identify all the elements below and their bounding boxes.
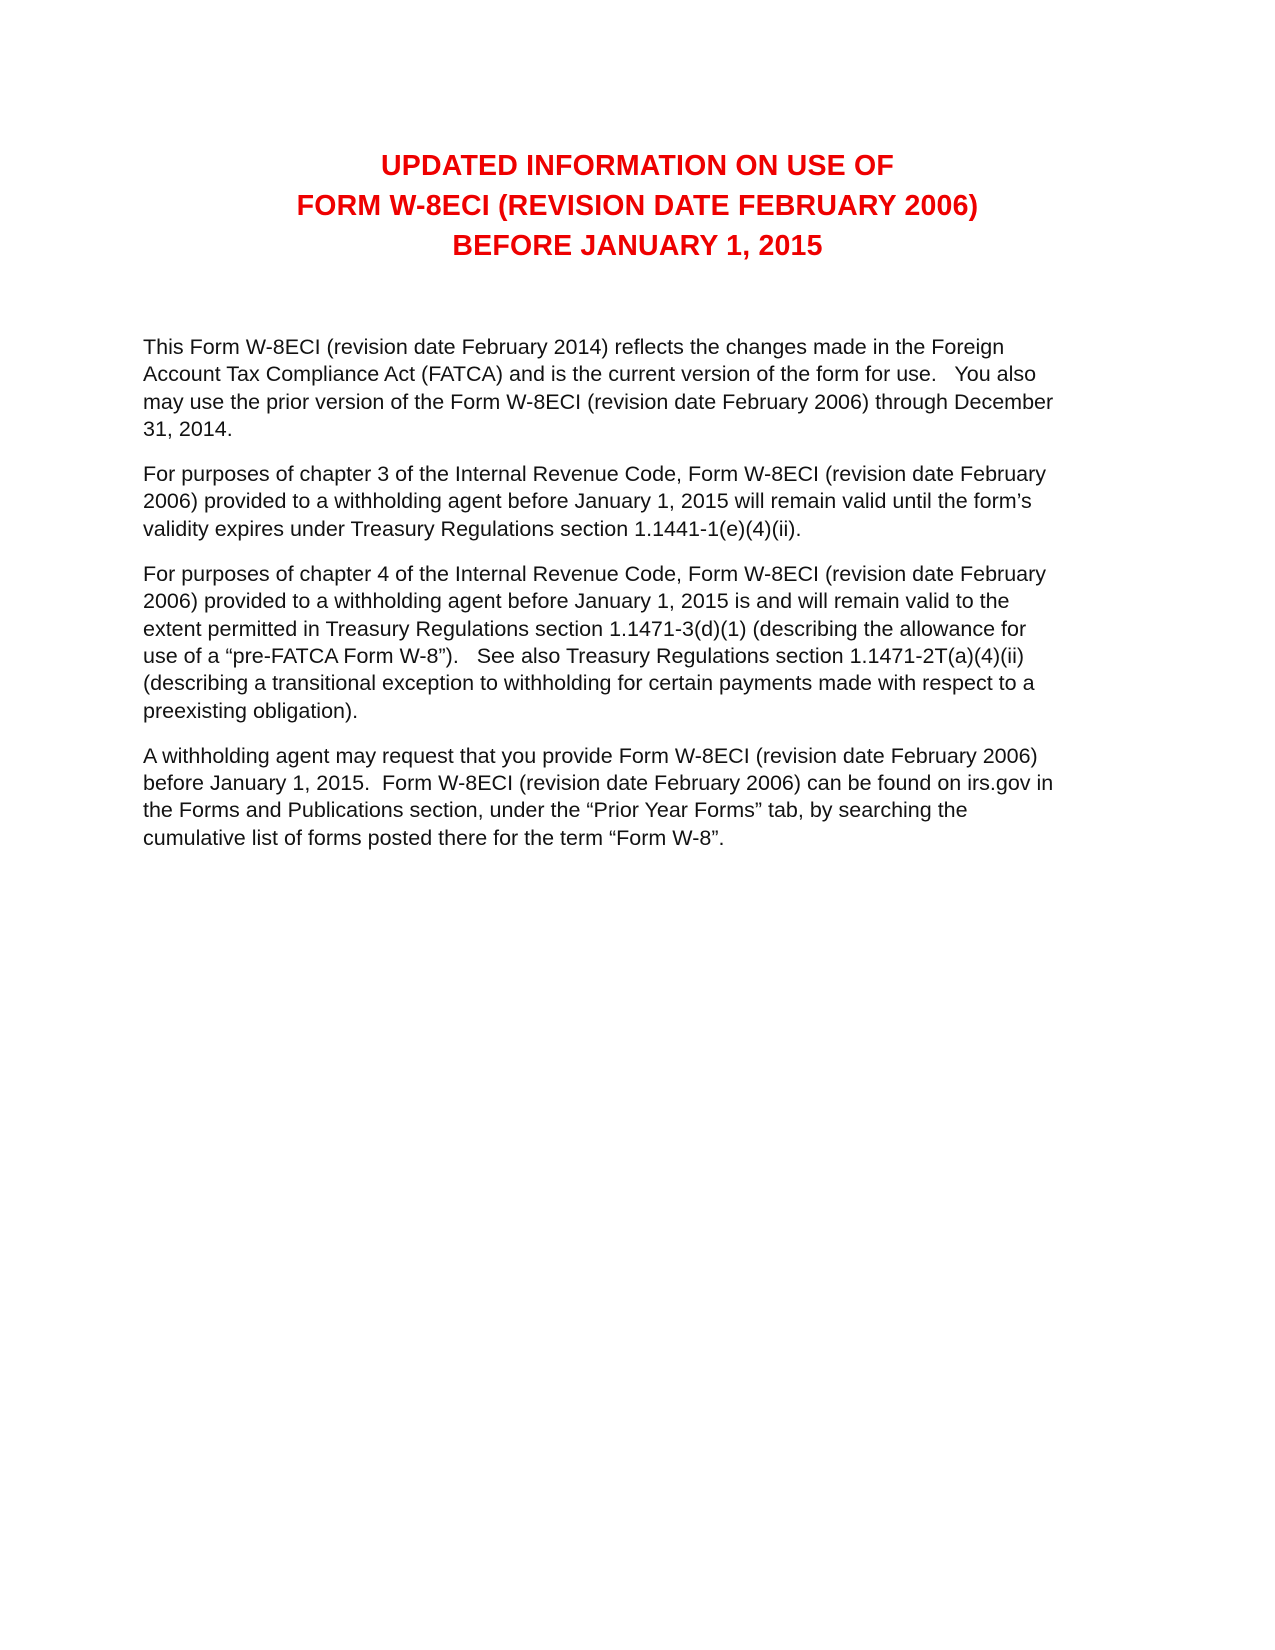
paragraph-3: For purposes of chapter 4 of the Internal Revenue Code, Form W-8ECI (revision date February 2006) provided to a withholding agent before January 1, 2015 is and will remain valid to the extent permitted in Treasury Regulations section 1.1471-3(d)(1) (describing the allowance for use of a “pre-FATCA Form W-8”). See also Treasury Regulations section 1.1471-2T(a)(4)(ii) (describing a transitional exception to withholding for certain payments made with respect to a preexisting obligation). bbox=[143, 562, 1053, 723]
title-line-3: BEFORE JANUARY 1, 2015 bbox=[452, 230, 823, 262]
paragraph-1: This Form W-8ECI (revision date February 2014) reflects the changes made in the Foreign Account Tax Compliance Act (FATCA) and is the current version of the form for use. You also may use the prior version of the Form W-8ECI (revision date February 2006) through December 31, 2014. bbox=[143, 335, 1060, 441]
title-line-1: UPDATED INFORMATION ON USE OF bbox=[381, 150, 894, 182]
paragraph-4: A withholding agent may request that you provide Form W-8ECI (revision date February 2006) before January 1, 2015. Form W-8ECI (revision date February 2006) can be found on irs.gov in the Forms and Publications section, under the “Prior Year Forms” tab, by searching the cumulative list of forms posted there for the term “Form W-8”. bbox=[143, 743, 1060, 850]
page-title bbox=[0, 0, 1275, 266]
paragraph-2: For purposes of chapter 3 of the Internal Revenue Code, Form W-8ECI (revision date February 2006) provided to a withholding agent before January 1, 2015 will remain valid until the form’s validity expires under Treasury Regulations section 1.1441-1(e)(4)(ii). bbox=[143, 462, 1053, 541]
title-line-2: FORM W-8ECI (REVISION DATE FEBRUARY 2006) bbox=[296, 190, 979, 222]
document-body bbox=[143, 334, 1063, 852]
